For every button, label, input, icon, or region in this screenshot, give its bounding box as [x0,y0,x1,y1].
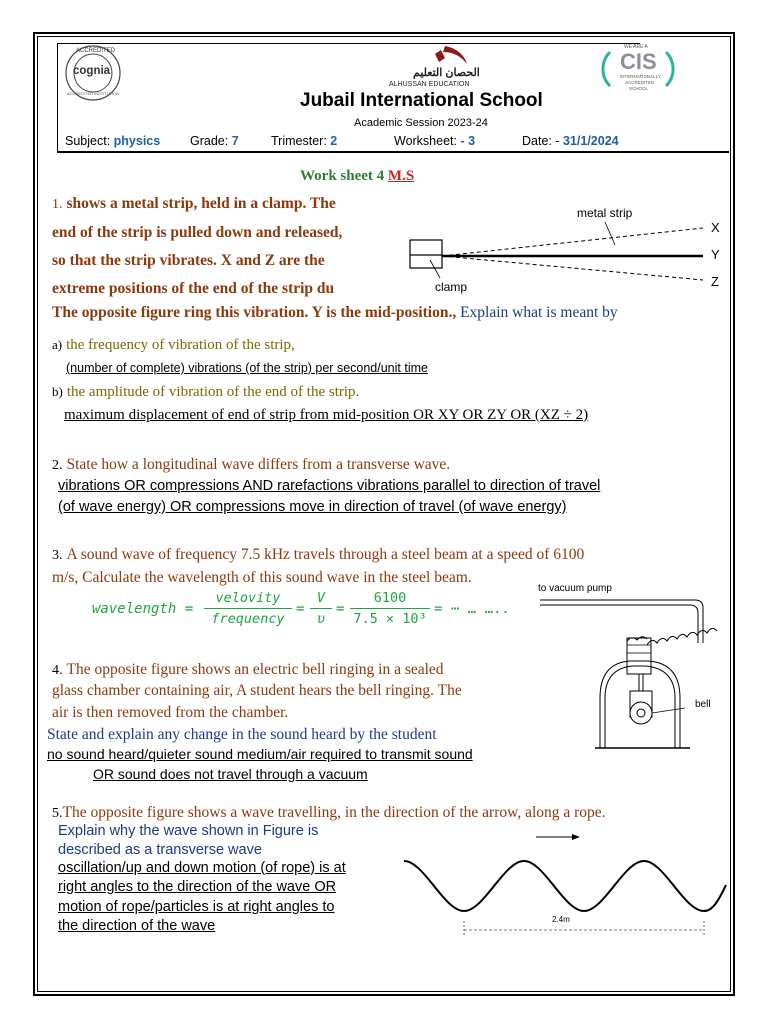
eq-frac-2-den: υ [316,611,326,627]
q4-text-2: glass chamber containing air, A student hears the bell ringing. The [52,682,462,699]
alhussan-arabic: الحصان التعليم [413,67,480,79]
q2-question [52,456,450,474]
label-clamp: clamp [435,280,468,294]
q1-line-3: so that the strip vibrates. X and Z are the [52,252,325,269]
eq-frac-1-den: frequency [211,611,285,627]
eq-frac-1-num: velovity [204,590,292,609]
cis-sub1: INTERNATIONALLY [620,74,661,79]
label-wave-length: 2.4m [552,915,570,924]
eq-frac-2-num: V [310,590,332,609]
q2-answer-2: (of wave energy) OR compressions move in direction of travel (of wave energy) [58,499,567,515]
cognia-accredited-text: ACCREDITED [76,48,116,54]
subject-value: physics [113,134,161,148]
q3-text-2: m/s, Calculate the wavelength of this sound wave in the steel beam. [52,569,472,586]
cis-sub3: SCHOOL [629,86,649,91]
academic-session: Academic Session 2023-24 [354,117,488,129]
q4-prompt: State and explain any change in the sound heard by the student [47,726,437,743]
q1-b-answer: maximum displacement of end of strip from mid-position OR XY OR ZY OR (XZ ÷ 2) [64,407,589,423]
subject-label: Subject: [65,134,111,148]
q1-number: 1. [52,197,63,212]
eq-frac-3-num: 6100 [350,590,430,609]
q4-text-1: The opposite figure shows an electric bell ringing in a sealed [66,661,444,678]
eq-frac-1 [204,590,292,627]
label-z: Z [711,274,719,289]
q2-text: State how a longitudinal wave differs from a transverse wave. [66,456,451,473]
q5-answer-4: the direction of the wave [58,918,216,934]
q2-answer-1: vibrations OR compressions AND rarefactions vibrations parallel to direction of travel [58,478,601,494]
cognia-ring-text: ACCREDITED INSTITUTION [67,91,120,96]
q1-line-5 [52,304,618,322]
header-divider [57,151,729,153]
school-name: Jubail International School [300,90,543,111]
q5-answer-2: right angles to the direction of the wave OR [58,879,337,895]
eq-equals-1: = [296,601,305,617]
q1-line-1: shows a metal strip, held in a clamp. The [66,195,336,212]
q4-answer-2: OR sound does not travel through a vacuum [93,766,368,782]
q5-number: 5. [52,806,63,821]
q1-block [52,190,392,303]
date-label: Date: - [522,134,560,148]
date-value: 31/1/2024 [563,134,619,148]
q1-line-5-bold: The opposite figure ring this vibration. Y is the mid-position., [52,304,457,321]
worksheet-field [394,134,475,148]
alhussan-name: ALHUSSAN EDUCATION [389,81,470,88]
q1-line-2: end of the strip is pulled down and released, [52,224,343,241]
eq-lhs: wavelength = [92,601,194,617]
q3-question-1 [52,546,584,564]
q1-a-label: a) [52,337,63,352]
q4-line-1 [52,661,444,679]
label-y: Y [711,247,720,262]
trimester-label: Trimester: [271,134,327,148]
rope-wave-figure [400,825,730,940]
grade-value: 7 [231,134,239,148]
eq-frac-3 [350,590,430,627]
q5-text: The opposite figure shows a wave travelling, in the direction of the arrow, along a rope. [62,804,606,821]
trimester-field [271,134,337,148]
q3-number: 3. [52,548,63,563]
cis-logo [598,42,678,94]
q5-prompt-1: Explain why the wave shown in Figure is [58,823,319,839]
q4-text-3: air is then removed from the chamber. [52,704,289,721]
q1-a [52,336,295,354]
eq-frac-2 [310,590,332,627]
cognia-name: cognia [73,65,111,77]
title-main: Work sheet 4 [300,168,385,184]
q1-a-text: the frequency of vibration of the strip, [66,337,295,353]
label-bell: bell [695,699,711,710]
cis-top-text: WE ARE A [624,44,648,50]
worksheet-value: - 3 [460,134,476,148]
eq-tail: = ⋯ … ….. [434,601,510,617]
q5-prompt-2: described as a transverse wave [58,842,262,858]
title-ms: M.S [387,168,415,184]
label-x: X [711,220,720,235]
wavelength-equation [92,588,522,634]
q1-line-4: extreme positions of the end of the strip du [52,280,335,297]
q1-b [52,383,359,401]
q5-question [52,804,606,822]
q4-answer-1: no sound heard/quieter sound medium/air required to transmit sound [47,746,473,762]
q1-b-label: b) [52,384,63,399]
alhussan-logo [385,44,485,92]
date-field [522,134,619,148]
eq-equals-2: = [336,601,345,617]
q1-a-answer: (number of complete) vibrations (of the strip) per second/unit time [66,361,428,375]
q5-answer-1: oscillation/up and down motion (of rope) is at [58,860,346,876]
cognia-logo [64,44,122,102]
q1-line-5-tail: Explain what is meant by [456,304,618,321]
eq-frac-3-den: 7.5 × 10³ [353,611,427,627]
worksheet-title [300,168,414,185]
q1-b-text: the amplitude of vibration of the end of the strip. [66,384,360,400]
metal-strip-figure [405,200,735,300]
label-metal-strip: metal strip [577,206,633,220]
q3-text-1: A sound wave of frequency 7.5 kHz travels through a steel beam at a speed of 6100 [66,546,585,563]
trimester-value: 2 [330,134,338,148]
label-vacuum-pump: to vacuum pump [538,583,612,594]
cis-sub2: ACCREDITED [625,80,655,85]
subject-field [65,134,160,148]
grade-label: Grade: [190,134,229,148]
q2-number: 2. [52,458,63,473]
grade-field [190,134,239,148]
q5-answer-3: motion of rope/particles is at right angles to [58,899,335,915]
cis-name: CIS [620,49,657,74]
worksheet-label: Worksheet: [394,134,457,148]
bell-jar-figure [535,583,735,763]
q4-number: 4. [52,663,63,678]
